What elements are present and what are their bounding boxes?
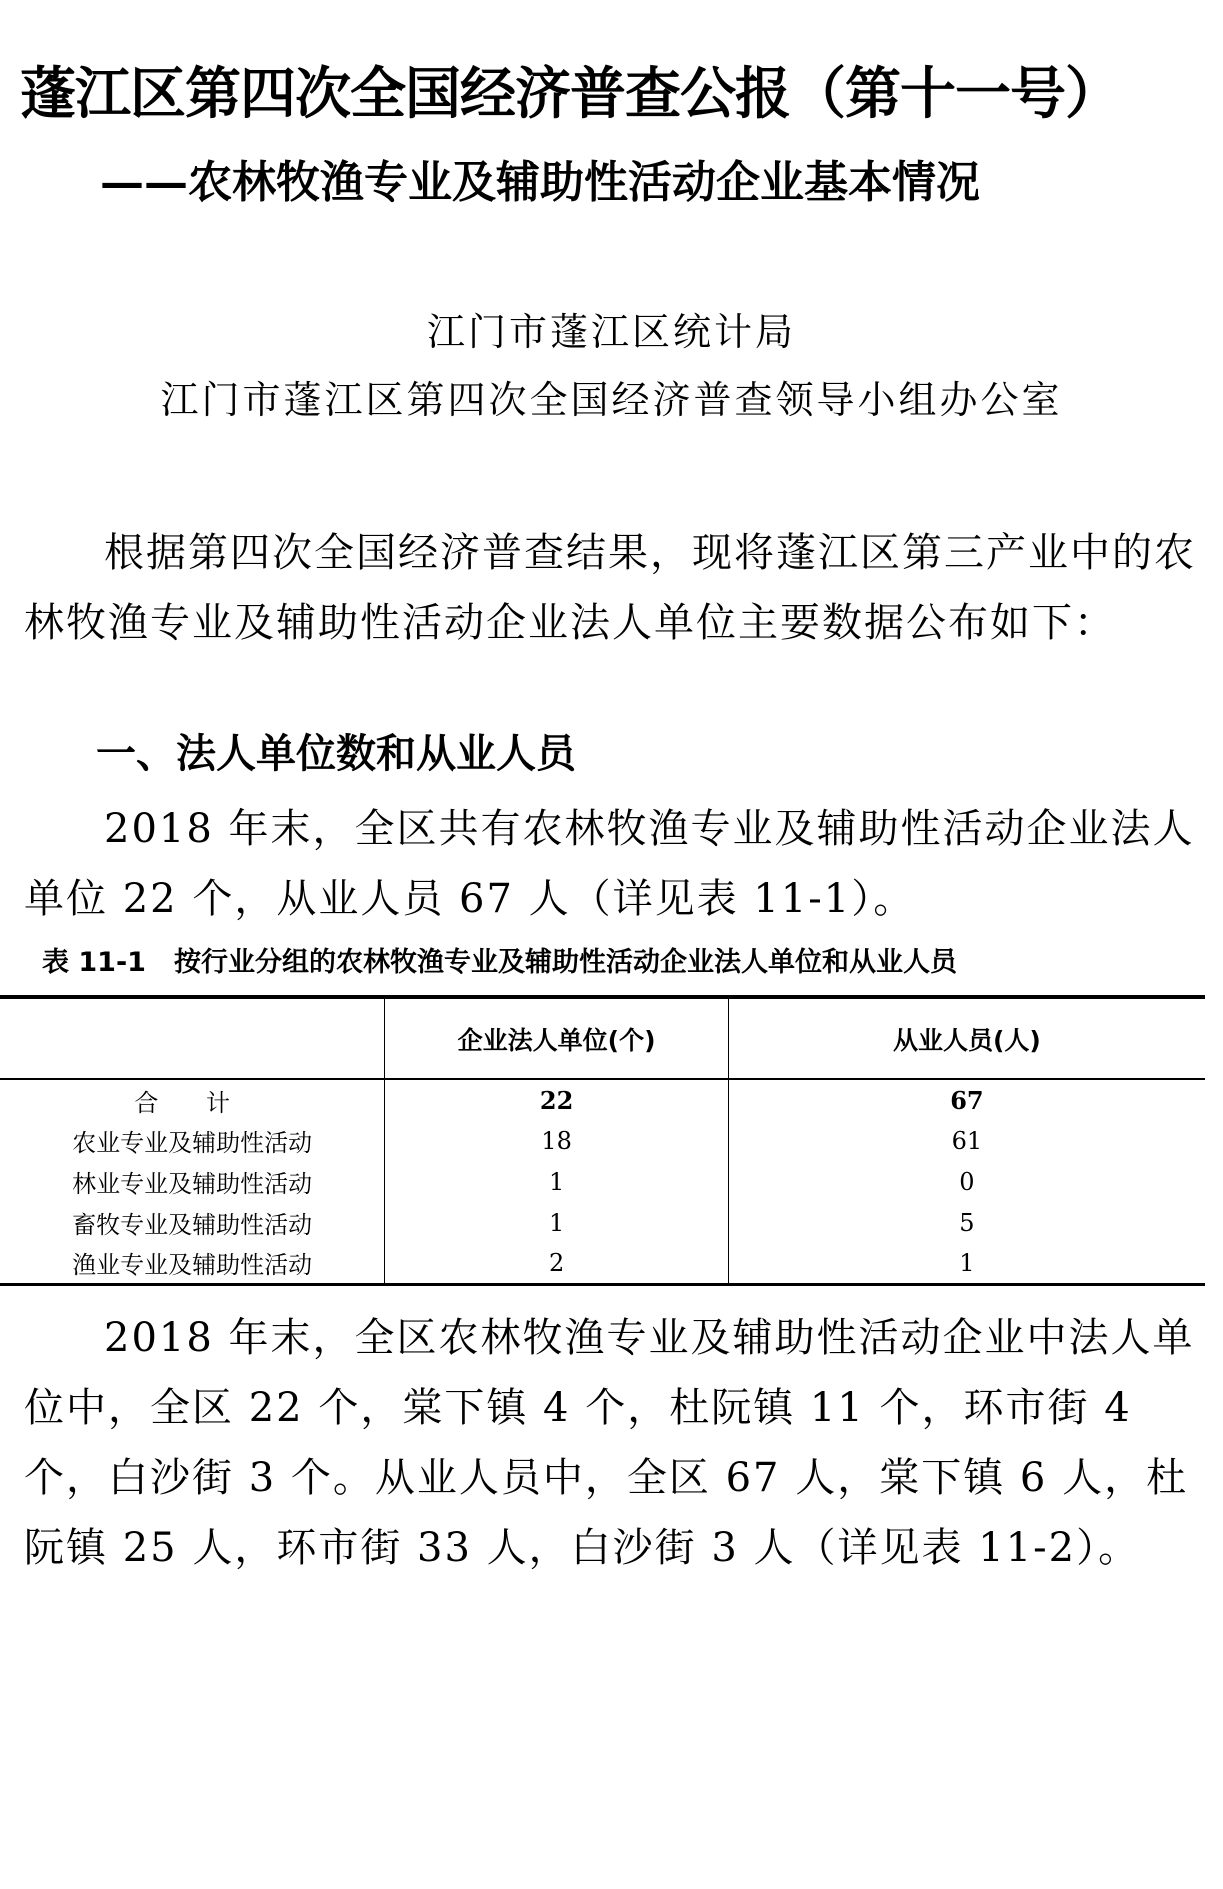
section-paragraph-1-text: 2018 年末，全区共有农林牧渔专业及辅助性活动企业法人单位 22 个，从业人员 67 人（详见表 11-1）。	[24, 806, 1195, 922]
issuer-census-office: 江门市蓬江区第四次全国经济普查领导小组办公室	[160, 378, 1063, 422]
section-paragraph-2-text: 2018 年末，全区农林牧渔专业及辅助性活动企业中法人单位中，全区 22 个，棠下镇 4 个，杜阮镇 11 个，环市街 4 个，白沙街 3 个。从业人员中，全区 67 人，棠下镇 6 人，杜阮镇 25 人，环市街 33 人，白沙街 3 人（详见表 11-2）。	[24, 1315, 1195, 1571]
row-units: 22	[385, 1079, 728, 1120]
section-paragraph-1	[24, 794, 1199, 934]
table-row-total	[0, 1079, 1205, 1120]
row-label: 合 计	[134, 1088, 250, 1117]
row-units: 1	[385, 1161, 728, 1202]
table-row	[0, 1202, 1205, 1243]
table-caption-text: 按行业分组的农林牧渔专业及辅助性活动企业法人单位和从业人员	[173, 947, 957, 978]
row-label: 林业专业及辅助性活动	[72, 1170, 313, 1198]
document-subtitle: ——农林牧渔专业及辅助性活动企业基本情况	[100, 157, 980, 208]
data-table	[0, 995, 1205, 1286]
table-number: 表 11-1	[42, 947, 146, 978]
intro-text: 根据第四次全国经济普查结果，现将蓬江区第三产业中的农林牧渔专业及辅助性活动企业法人单位主要数据公布如下：	[24, 530, 1196, 646]
intro-paragraph	[24, 518, 1199, 658]
table-row	[0, 1120, 1205, 1161]
table-row	[0, 1243, 1205, 1284]
section-paragraph-2	[24, 1303, 1199, 1583]
row-label: 渔业专业及辅助性活动	[0, 1243, 385, 1284]
row-staff: 67	[728, 1079, 1205, 1120]
row-label: 畜牧专业及辅助性活动	[72, 1211, 313, 1239]
row-units: 2	[385, 1243, 728, 1284]
table-caption	[42, 940, 957, 979]
header-cell-units: 企业法人单位(个)	[385, 997, 728, 1079]
row-staff: 1	[728, 1243, 1205, 1284]
row-staff: 0	[728, 1161, 1205, 1202]
header-cell-category	[0, 997, 385, 1079]
row-label: 农业专业及辅助性活动	[72, 1129, 313, 1157]
section-heading: 一、法人单位数和从业人员	[96, 731, 576, 777]
table-header-row	[0, 997, 1205, 1079]
row-staff: 5	[728, 1202, 1205, 1243]
row-staff: 61	[728, 1120, 1205, 1161]
issuer-statistics-bureau: 江门市蓬江区统计局	[426, 310, 796, 354]
row-units: 1	[385, 1202, 728, 1243]
row-units: 18	[385, 1120, 728, 1161]
table-row	[0, 1161, 1205, 1202]
document-title: 蓬江区第四次全国经济普查公报（第十一号）	[20, 61, 1120, 127]
header-cell-staff: 从业人员(人)	[728, 997, 1205, 1079]
